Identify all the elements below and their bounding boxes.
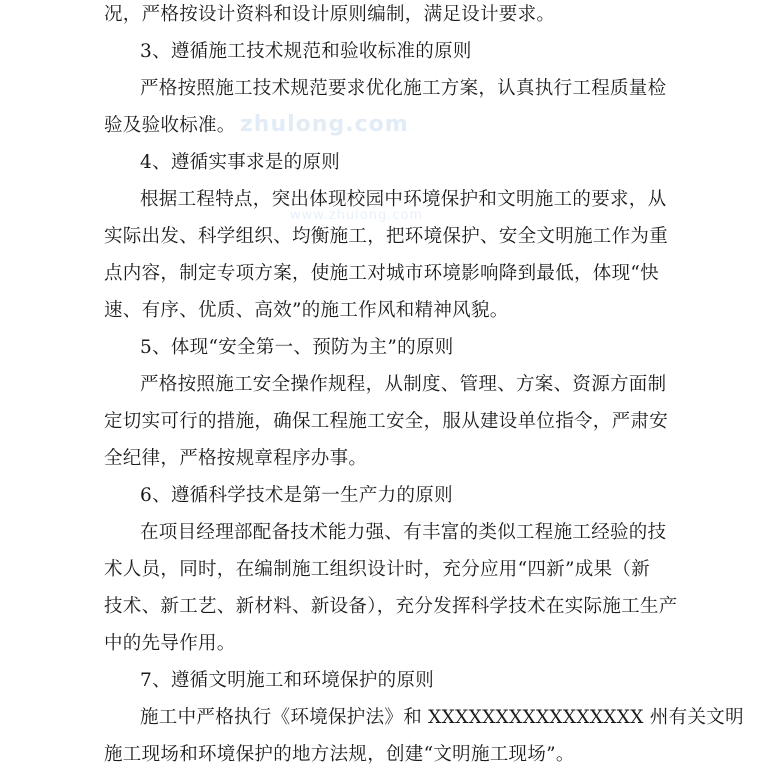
paragraph-line: 中的先导作用。 [104,633,236,654]
section-heading-6: 6、遵循科学技术是第一生产力的原则 [140,485,453,506]
watermark-logo: zhulong.com [240,112,409,137]
paragraph-line: 速、有序、优质、高效”的施工作风和精神风貌。 [104,300,509,321]
paragraph-line: 实际出发、科学组织、均衡施工，把环境保护、安全文明施工作为重 [104,226,669,247]
section-heading-5: 5、体现“安全第一、预防为主”的原则 [140,337,454,358]
section-heading-4: 4、遵循实事求是的原则 [140,152,341,173]
paragraph-line: 严格按照施工技术规范要求优化施工方案，认真执行工程质量检 [140,78,667,99]
paragraph-line: 施工现场和环境保护的地方法规，创建“文明施工现场”。 [104,744,575,765]
watermark-text: www.zhulong.com [290,208,424,223]
paragraph-line: 全纪律，严格按规章程序办事。 [104,448,368,469]
paragraph-line: 验及验收标准。 [104,115,236,136]
paragraph-line: 况，严格按设计资料和设计原则编制，满足设计要求。 [104,4,556,25]
paragraph-line: 术人员，同时，在编制施工组织设计时，充分应用“四新”成果（新 [104,559,650,580]
paragraph-line: 严格按照施工安全操作规程，从制度、管理、方案、资源方面制 [140,374,667,395]
section-heading-3: 3、遵循施工技术规范和验收标准的原则 [140,41,472,62]
paragraph-line: 技术、新工艺、新材料、新设备），充分发挥科学技术在实际施工生产 [104,596,678,617]
paragraph-line: 在项目经理部配备技术能力强、有丰富的类似工程施工经验的技 [140,522,667,543]
paragraph-line: 定切实可行的措施，确保工程施工安全，服从建设单位指令，严肃安 [104,411,669,432]
paragraph-line: 施工中严格执行《环境保护法》和 XXXXXXXXXXXXXXXX 州有关文明 [140,707,744,728]
section-heading-7: 7、遵循文明施工和环境保护的原则 [140,670,435,691]
paragraph-line: 点内容，制定专项方案，使施工对城市环境影响降到最低，体现“快 [104,263,659,284]
paragraph-line: 根据工程特点，突出体现校园中环境保护和文明施工的要求，从 [140,189,667,210]
